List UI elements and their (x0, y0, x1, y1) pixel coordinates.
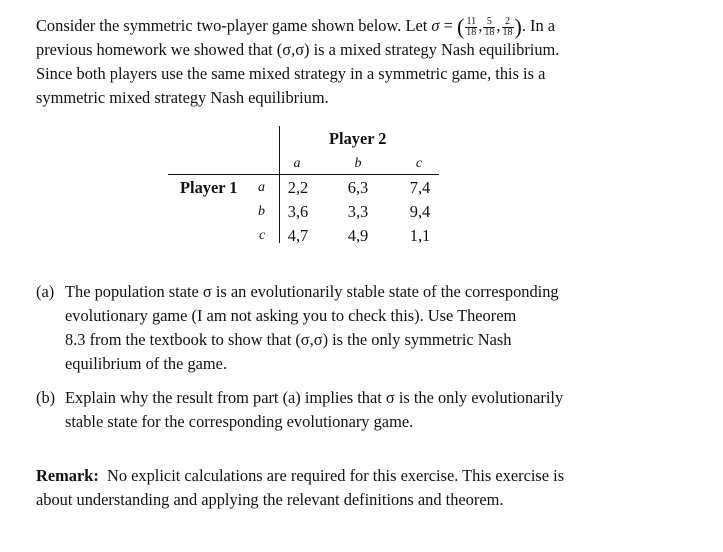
payoff-cell: 6,3 (347, 178, 369, 197)
row-label-a: a (258, 180, 265, 195)
column-header-b: b (354, 156, 362, 171)
fraction-2 (483, 17, 495, 38)
payoff-cell: 4,7 (287, 226, 309, 245)
equals-sign: = (439, 16, 457, 35)
payoff-cell: 3,3 (347, 202, 369, 221)
open-paren: ( (456, 14, 465, 40)
part-a-line: evolutionary game (I am not asking you to check this). Use Theorem (65, 306, 517, 325)
column-header-a: a (293, 156, 301, 171)
remark-text-1: No explicit calculations are required for this exercise. This exercise is (107, 466, 565, 485)
player-1-label: Player 1 (180, 178, 238, 197)
intro-text-1a: Consider the symmetric two-player game shown below. Let (36, 16, 432, 35)
row-label-c: c (259, 228, 266, 243)
fraction-1-denominator: 18 (466, 26, 477, 38)
payoff-cell: 3,6 (287, 202, 309, 221)
part-a-text (65, 280, 595, 376)
intro-paragraph (36, 14, 596, 110)
fraction-2-numerator: 5 (483, 17, 495, 28)
remark-heading: Remark: (36, 466, 99, 485)
intro-line-3: Since both players use the same mixed strategy in a symmetric game, this is a (36, 64, 546, 83)
payoff-cell: 4,9 (347, 226, 369, 245)
payoff-matrix (168, 124, 448, 244)
fraction-1 (465, 17, 477, 38)
part-a-line: 8.3 from the textbook to show that (σ,σ) is the only symmetric Nash (65, 330, 512, 349)
payoff-cell: 1,1 (409, 226, 431, 245)
part-b-line: stable state for the corresponding evolutionary game. (65, 412, 414, 431)
remark-line-1 (36, 464, 596, 488)
part-b-label: (b) (36, 388, 56, 407)
close-paren: ) (514, 14, 522, 40)
part-b-line: Explain why the result from part (a) implies that σ is the only evolutionarily (65, 388, 564, 407)
part-a-line: equilibrium of the game. (65, 354, 228, 373)
intro-line-2: previous homework we showed that (σ,σ) is a mixed strategy Nash equilibrium. (36, 40, 560, 59)
fraction-3-numerator: 2 (502, 17, 514, 28)
payoff-cell: 9,4 (409, 202, 431, 221)
part-a-label: (a) (36, 282, 55, 301)
intro-text-1b: . In a (521, 16, 556, 35)
payoff-cell: 2,2 (287, 178, 309, 197)
remark (36, 464, 596, 512)
part-b-text (65, 386, 595, 434)
remark-line-2: about understanding and applying the relevant definitions and theorem. (36, 490, 504, 509)
fraction-3 (502, 17, 514, 38)
row-label-b: b (258, 204, 265, 219)
column-header-c: c (415, 156, 423, 171)
fraction-1-numerator: 11 (466, 15, 477, 27)
player-2-label: Player 2 (329, 129, 387, 148)
intro-line-1: Consider the symmetric two-player game shown below. Let σ = ( $\frac{11}{18}$ , $\frac{5}{18}$ , $\frac{2}{18}$ ). In a (36, 14, 556, 40)
part-a-line: The population state σ is an evolutionarily stable state of the corresponding (65, 282, 559, 301)
sigma-symbol: σ (431, 16, 440, 35)
fraction-3-denominator: 18 (502, 26, 513, 38)
fraction-2-denominator: 18 (484, 26, 495, 38)
payoff-cell: 7,4 (409, 178, 431, 197)
intro-line-4: symmetric mixed strategy Nash equilibrium. (36, 88, 329, 107)
